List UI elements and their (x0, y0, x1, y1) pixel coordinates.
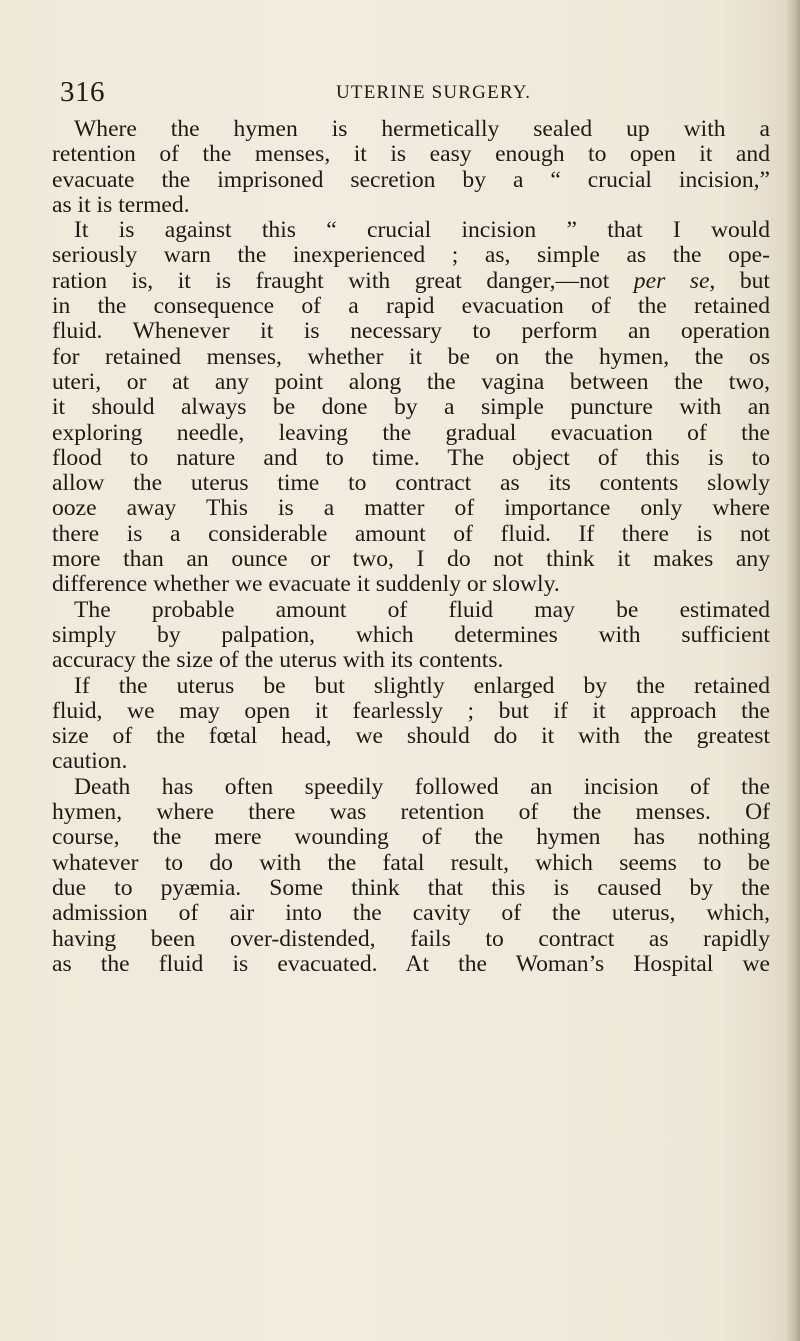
text-line: fluid, we may open it fearlessly ; but if it approach the (52, 697, 770, 724)
text-line: size of the fœtal head, we should do it with the greatest (52, 723, 770, 750)
text-line: evacuate the imprisoned secretion by a “ crucial incision,” (52, 166, 770, 193)
text-line: having been over-distended, fails to contract as rapidly (52, 925, 770, 952)
text-line: Where the hymen is hermetically sealed up with a (74, 116, 770, 142)
text-line: It is against this “ crucial incision ” that I would (74, 217, 770, 244)
page-edge-shadow (786, 0, 800, 1341)
text-line: hymen, where there was retention of the menses. Of (52, 799, 770, 826)
page-header (60, 76, 740, 112)
italic-phrase: per se (633, 267, 710, 294)
text-segment: , but (709, 267, 770, 294)
text-line: it should always be done by a simple puncture with an (52, 394, 770, 421)
text-line: The probable amount of fluid may be estimated (74, 596, 770, 623)
text-line: allow the uterus time to contract as its contents slowly (52, 470, 770, 497)
text-line: If the uterus be but slightly enlarged by the retained (74, 672, 770, 699)
body-text (52, 117, 770, 977)
text-line: fluid. Whenever it is necessary to perform an operation (52, 318, 770, 345)
text-line: ooze away This is a matter of importance only where (52, 495, 770, 522)
text-line: seriously warn the inexperienced ; as, simple as the ope- (52, 242, 770, 269)
text-line: exploring needle, leaving the gradual evacuation of the (52, 419, 770, 446)
text-line: more than an ounce or two, I do not think it makes any (52, 546, 770, 573)
text-line: retention of the menses, it is easy enough to open it and (52, 141, 770, 168)
text-line: there is a considerable amount of fluid. If there is not (52, 520, 770, 547)
text-line: as the fluid is evacuated. At the Woman’s Hospital we (52, 950, 770, 977)
text-line: accuracy the size of the uterus with its contents. (52, 647, 504, 674)
text-line: course, the mere wounding of the hymen has nothing (52, 824, 770, 851)
text-line: simply by palpation, which determines with sufficient (52, 621, 770, 648)
text-line: as it is termed. (52, 191, 190, 218)
text-segment: ration is, it is fraught with great danger,—not (52, 267, 634, 294)
text-line: uteri, or at any point along the vagina between the two, (52, 368, 770, 395)
text-line: difference whether we evacuate it suddenly or slowly. (52, 571, 560, 598)
text-line: in the consequence of a rapid evacuation of the retained (52, 293, 770, 320)
text-line: Death has often speedily followed an incision of the (74, 773, 770, 800)
text-line: admission of air into the cavity of the uterus, which, (52, 900, 770, 927)
text-line: for retained menses, whether it be on the hymen, the os (52, 343, 770, 370)
text-line (52, 269, 770, 294)
page-number: 316 (60, 76, 105, 108)
text-line: caution. (52, 748, 128, 775)
text-line: whatever to do with the fatal result, which seems to be (52, 849, 770, 876)
running-head: UTERINE SURGERY. (336, 82, 532, 103)
text-line: due to pyæmia. Some think that this is caused by the (52, 874, 770, 901)
text-line: flood to nature and to time. The object of this is to (52, 444, 770, 471)
